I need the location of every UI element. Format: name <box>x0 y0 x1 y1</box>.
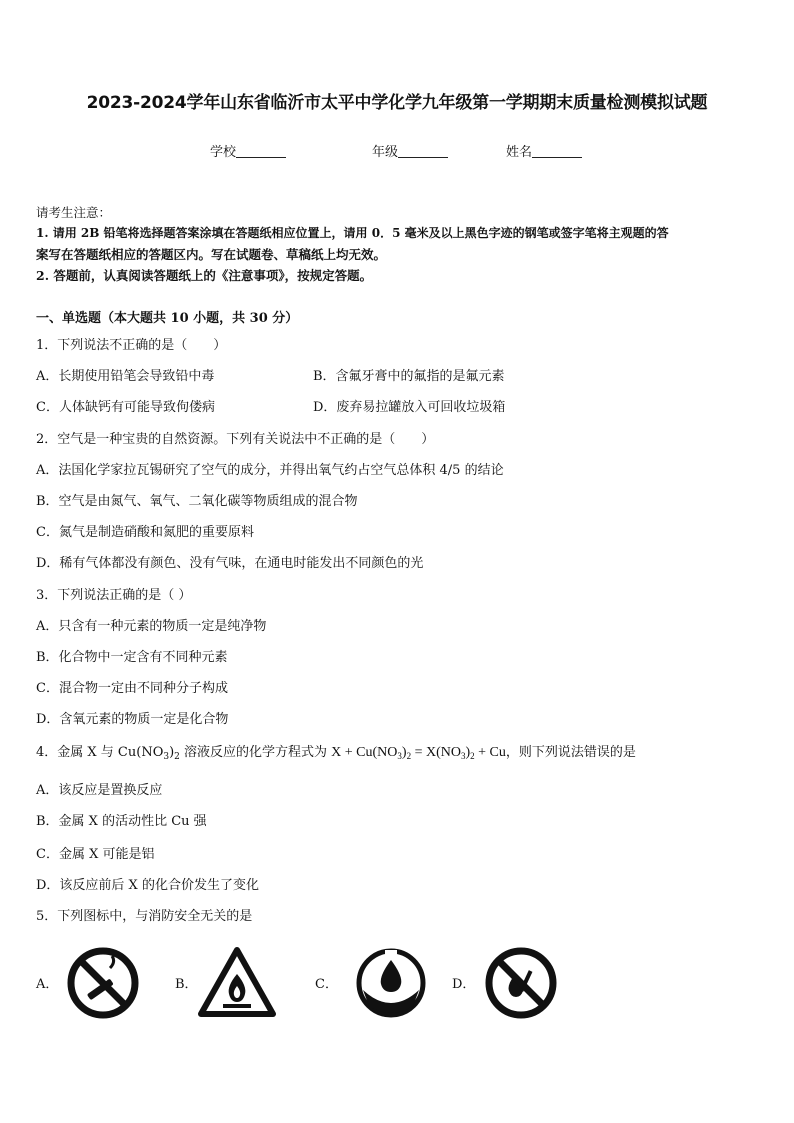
q5-option-d-label[interactable]: D． <box>452 977 476 992</box>
name-blank[interactable] <box>532 145 582 158</box>
name-field: 姓名 <box>506 141 582 160</box>
notice-heading: 请考生注意： <box>36 205 112 220</box>
grade-blank[interactable] <box>398 145 448 158</box>
page-title: 2023-2024学年山东省临沂市太平中学化学九年级第一学期期末质量检测模拟试题 <box>86 93 708 113</box>
q4-option-b[interactable]: B．金属 X 的活动性比 Cu 强 <box>36 814 207 829</box>
no-smoking-icon[interactable] <box>66 946 140 1020</box>
notice-line-1b: 案写在答题纸相应的答题区内。写在试题卷、草稿纸上均无效。 <box>36 247 387 262</box>
no-open-flame-icon[interactable] <box>484 946 558 1020</box>
q2-option-d[interactable]: D．稀有气体都没有颜色、没有气味，在通电时能发出不同颜色的光 <box>36 556 424 571</box>
q4-option-c[interactable]: C．金属 X 可能是铝 <box>36 847 155 862</box>
q3-stem: 3．下列说法正确的是（ ） <box>36 588 192 603</box>
q1-option-d[interactable]: D．废弃易拉罐放入可回收垃圾箱 <box>313 400 506 415</box>
q5-option-a-label[interactable]: A． <box>36 977 59 992</box>
q4-stem: 4．金属 X 与 $Cu(NO_3)_2$ 溶液反应的化学方程式为 $X + Cu(NO_3)_2 = X(NO_3)_2 + Cu$，则下列说法错误的是 <box>36 745 636 762</box>
q3-option-c[interactable]: C．混合物一定由不同种分子构成 <box>36 681 228 696</box>
q5-option-c-label[interactable]: C． <box>315 977 338 992</box>
q2-stem: 2．空气是一种宝贵的自然资源。下列有关说法中不正确的是（ ） <box>36 432 435 447</box>
q4-equation: $X + Cu(NO_3)_2 = X(NO_3)_2 + Cu$ <box>331 745 506 761</box>
section-heading: 一、单选题（本大题共 10 小题，共 30 分） <box>36 311 299 326</box>
q1-option-b[interactable]: B．含氟牙膏中的氟指的是氟元素 <box>313 369 505 384</box>
q3-option-b[interactable]: B．化合物中一定含有不同种元素 <box>36 650 228 665</box>
q4-option-d[interactable]: D．该反应前后 X 的化合价发生了变化 <box>36 878 259 893</box>
q3-option-d[interactable]: D．含氧元素的物质一定是化合物 <box>36 712 229 727</box>
q4-option-a[interactable]: A．该反应是置换反应 <box>36 783 163 798</box>
water-saving-icon[interactable] <box>351 946 431 1020</box>
q2-option-b[interactable]: B．空气是由氮气、氧气、二氧化碳等物质组成的混合物 <box>36 494 358 509</box>
flammable-warning-icon[interactable] <box>197 946 277 1018</box>
school-field: 学校 <box>210 141 286 160</box>
q5-option-b-label[interactable]: B． <box>175 977 198 992</box>
notice-line-1a: 1. 请用 2B 铅笔将选择题答案涂填在答题纸相应位置上，请用 0．5 毫米及以上黑色字迹的钢笔或签字笔将主观题的答 <box>36 226 669 240</box>
grade-field: 年级 <box>372 141 448 160</box>
q1-option-a[interactable]: A．长期使用铅笔会导致铅中毒 <box>36 369 215 384</box>
q1-stem: 1．下列说法不正确的是（ ） <box>36 338 227 353</box>
school-blank[interactable] <box>236 145 286 158</box>
q1-option-c[interactable]: C．人体缺钙有可能导致佝偻病 <box>36 400 215 415</box>
q2-option-c[interactable]: C．氮气是制造硝酸和氮肥的重要原料 <box>36 525 254 540</box>
q5-stem: 5．下列图标中，与消防安全无关的是 <box>36 909 253 924</box>
q2-option-a[interactable]: A．法国化学家拉瓦锡研究了空气的成分，并得出氧气约占空气总体积 4/5 的结论 <box>36 463 504 478</box>
notice-line-2: 2. 答题前，认真阅读答题纸上的《注意事项》，按规定答题。 <box>36 268 373 283</box>
q3-option-a[interactable]: A．只含有一种元素的物质一定是纯净物 <box>36 619 267 634</box>
